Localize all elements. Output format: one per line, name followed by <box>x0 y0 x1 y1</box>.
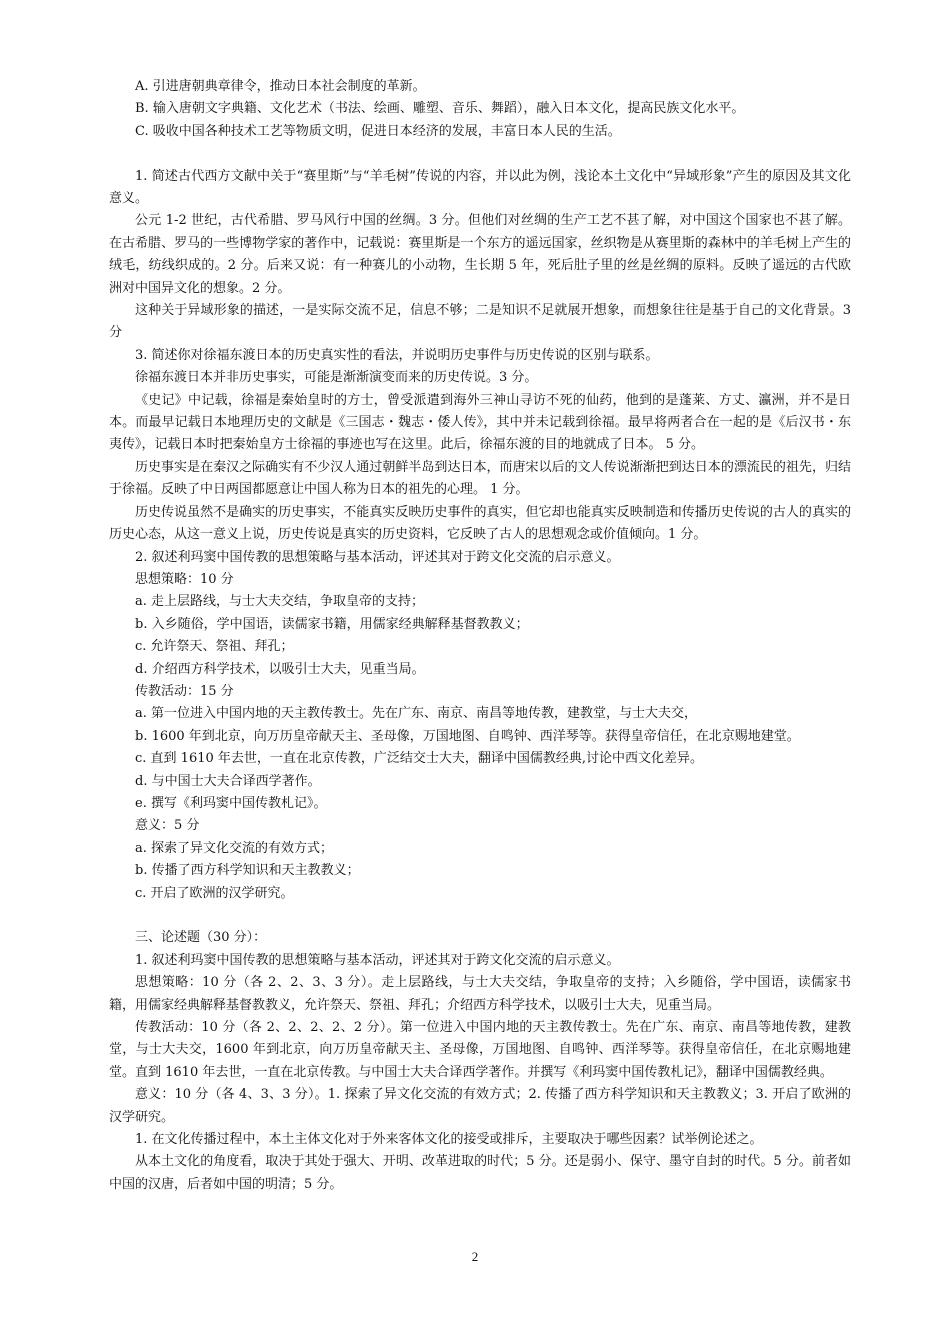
paragraph: 思想策略：10 分（各 2、2、3、3 分）。走上层路线，与士大夫交结，争取皇帝的支持；入乡随俗，学中国语，读儒家书籍，用儒家经典解释基督教教义，允许祭天、祭祖、拜孔；介绍西方科学技术，以吸引士大夫，见重当局。 <box>109 975 851 1013</box>
paragraph: 1. 在文化传播过程中，本土主体文化对于外来客体文化的接受或排斥，主要取决于哪些因素？试举例论述之。 <box>135 1132 763 1148</box>
paragraph: b. 传播了西方科学知识和天主教教义； <box>135 863 360 879</box>
blank-line <box>109 143 851 165</box>
paragraph: B. 输入唐朝文字典籍、文化艺术（书法、绘画、雕塑、音乐、舞蹈），融入日本文化，提高民族文化水平。 <box>135 101 745 117</box>
paragraph: 意义：5 分 <box>135 818 200 834</box>
paragraph: 传教活动：15 分 <box>135 683 234 699</box>
paragraph: 1. 叙述利玛窦中国传教的思想策略与基本活动，评述其对于跨文化交流的启示意义。 <box>135 952 620 968</box>
paragraph: 历史事实是在秦汉之际确实有不少汉人通过朝鲜半岛到达日本，而唐宋以后的文人传说渐渐把到达日本的漂流民的祖先，归结于徐福。反映了中日两国都愿意让中国人称为日本的祖先的心理。 1 分。 <box>109 459 851 498</box>
paragraph: 三、论述题（30 分）： <box>135 930 267 946</box>
paragraph: 传教活动：10 分（各 2、2、2、2、2 分）。第一位进入中国内地的天主教传教士。先在广东、南京、南昌等地传教，建教堂，与士大夫交，1600 年到北京，向万历皇帝献天主、圣母像，万国地图、自鸣钟、西洋琴等。获得皇帝信任，在北京赐地建堂。直到 1610 年去世，一直在北京传教。与中国士大夫合译西学著作。并撰写《利玛窦中国传教札记》，翻译中国儒教经典。 <box>109 1020 851 1080</box>
paragraph: 2. 叙述利玛窦中国传教的思想策略与基本活动，评述其对于跨文化交流的启示意义。 <box>135 549 620 565</box>
paragraph: 从本土文化的角度看，取决于其处于强大、开明、改革进取的时代；5 分。还是弱小、保守、墨守自封的时代。5 分。前者如中国的汉唐，后者如中国的明清；5 分。 <box>109 1154 851 1192</box>
paragraph: c. 允许祭天、祭祖、拜孔； <box>135 639 294 655</box>
paragraph: C. 吸收中国各种技术工艺等物质文明，促进日本经济的发展，丰富日本人民的生活。 <box>135 123 621 139</box>
paragraph: 徐福东渡日本并非历史事实，可能是渐渐演变而来的历史传说。3 分。 <box>135 370 538 386</box>
paragraph: e. 撰写《利玛窦中国传教札记》。 <box>135 795 327 811</box>
paragraph: d. 与中国士大夫合译西学著作。 <box>135 773 321 789</box>
paragraph: 历史传说虽然不是确实的历史事实，不能真实反映历史事件的真实，但它却也能真实反映制造和传播历史传说的古人的真实的历史心态，从这一意义上说，历史传说是真实的历史资料，它反映了古人的思想观念或价值倾向。1 分。 <box>109 504 851 543</box>
paragraph: 公元 1-2 世纪，古代希腊、罗马风行中国的丝绸。3 分。但他们对丝绸的生产工艺不甚了解，对中国这个国家也不甚了解。在古希腊、罗马的一些博物学家的著作中，记载说：赛里斯是一个东方的遥远国家，丝织物是从赛里斯的森林中的羊毛树上产生的绒毛，纺线织成的。2 分。后来又说：有一种赛儿的小动物，生长期 5 年，死后肚子里的丝是丝绸的原料。反映了遥远的古代欧洲对中国异文化的想象。2 分。 <box>109 213 851 296</box>
paragraph: a. 走上层路线，与士大夫交结，争取皇帝的支持； <box>135 594 425 610</box>
paragraph: 3. 简述你对徐福东渡日本的历史真实性的看法，并说明历史事件与历史传说的区别与联系。 <box>135 347 659 363</box>
blank-line <box>109 905 851 927</box>
paragraph: a. 探索了异文化交流的有效方式； <box>135 840 334 856</box>
document-body <box>109 76 851 1196</box>
paragraph: c. 直到 1610 年去世，一直在北京传教，广泛结交士大夫，翻译中国儒教经典,讨论中西文化差异。 <box>135 751 704 767</box>
paragraph: 意义：10 分（各 4、3、3 分）。1. 探索了异文化交流的有效方式；2. 传播了西方科学知识和天主教教义；3. 开启了欧洲的汉学研究。 <box>109 1087 851 1125</box>
paragraph: b. 入乡随俗，学中国语，读儒家书籍，用儒家经典解释基督教教义； <box>135 616 529 632</box>
page-number: 2 <box>471 1249 479 1264</box>
paragraph: c. 开启了欧洲的汉学研究。 <box>135 885 294 901</box>
paragraph: A. 引进唐朝典章律令，推动日本社会制度的革新。 <box>135 79 426 94</box>
paragraph: a. 第一位进入中国内地的天主教传教士。先在广东、南京、南昌等地传教，建教堂，与士大夫交， <box>135 706 698 722</box>
paragraph: 1. 简述古代西方文献中关于“赛里斯”与“羊毛树”传说的内容，并以此为例，浅论本土文化中“异域形象”产生的原因及其文化意义。 <box>109 168 851 207</box>
paragraph: d. 介绍西方科学技术，以吸引士大夫，见重当局。 <box>135 661 425 677</box>
paragraph: 思想策略：10 分 <box>135 571 234 587</box>
paragraph: 《史记》中记载，徐福是秦始皇时的方士，曾受派遣到海外三神山寻访不死的仙药，他到的是蓬莱、方丈、瀛洲，并不是日本。而最早记载日本地理历史的文献是《三国志・魏志・倭人传》，其中并未记载到徐福。最早将两者合在一起的是《后汉书・东夷传》，记载日本时把秦始皇方士徐福的事迹也写在这里。此后，徐福东渡的目的地就成了日本。 5 分。 <box>109 392 851 453</box>
paragraph: 这种关于异域形象的描述，一是实际交流不足，信息不够；二是知识不足就展开想象，而想象往往是基于自己的文化背景。3 分 <box>109 303 851 341</box>
paragraph: b. 1600 年到北京，向万历皇帝献天主、圣母像，万国地图、自鸣钟、西洋琴等。获得皇帝信任，在北京赐地建堂。 <box>135 728 800 744</box>
